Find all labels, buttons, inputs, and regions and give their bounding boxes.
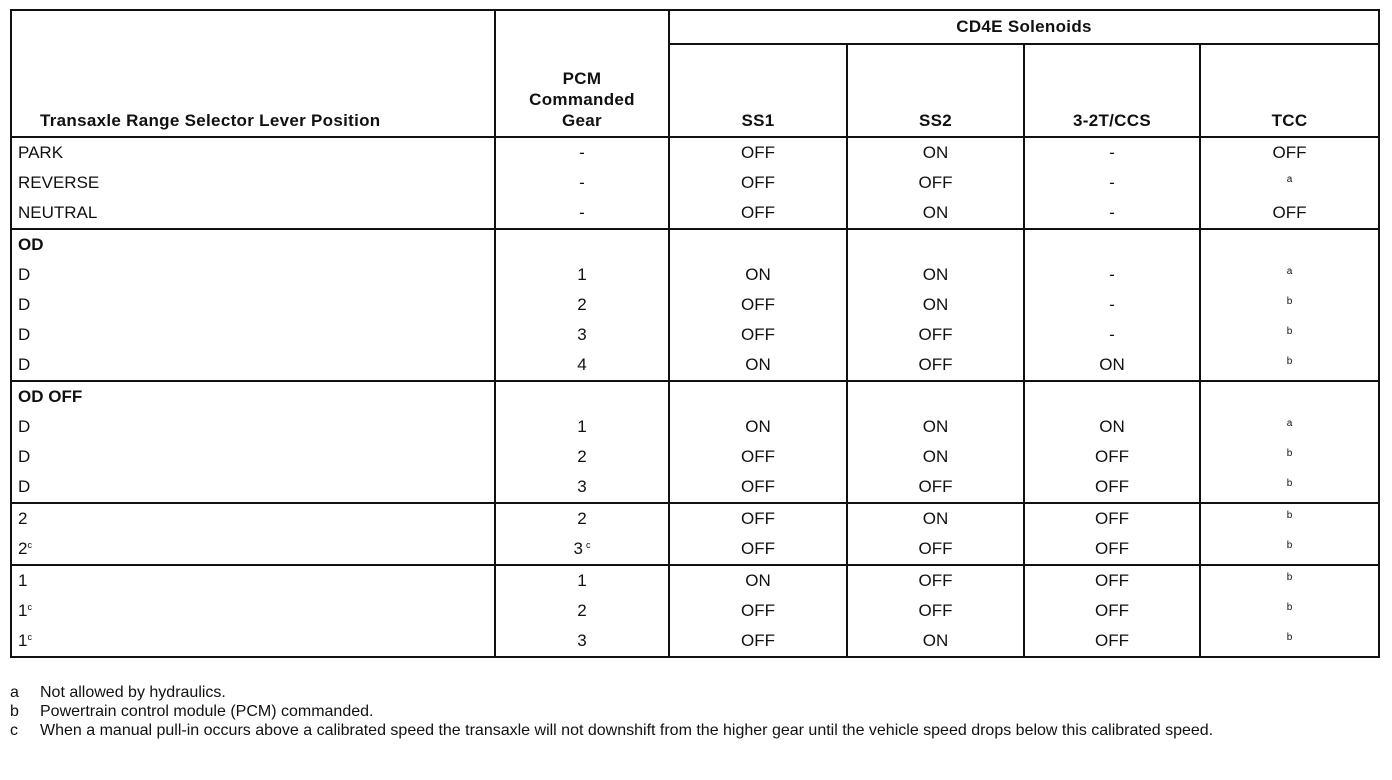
cell-ss2: ON [847, 290, 1024, 320]
footnote-ref: c [27, 540, 32, 550]
table-row [11, 472, 1379, 503]
table-row [11, 260, 1379, 290]
cell-ss1: OFF [669, 137, 847, 168]
cell-ss1: OFF [669, 534, 847, 565]
cell-ss1: OFF [669, 168, 847, 198]
cell-lever-position [11, 290, 495, 320]
cell-lever-position [11, 350, 495, 381]
footnote-ref: c [585, 540, 591, 550]
table-row [11, 198, 1379, 229]
cell-ss1: ON [669, 350, 847, 381]
pcm-gear-text: 3 [577, 325, 587, 344]
empty-cell [669, 381, 847, 412]
cell-lever-position [11, 320, 495, 350]
footnote-ref: c [27, 602, 32, 612]
cell-lever-position [11, 596, 495, 626]
header-pcm-gear [495, 10, 669, 137]
footnote-ref: b [1286, 326, 1293, 337]
empty-cell [1200, 381, 1379, 412]
lever-position-text: NEUTRAL [18, 203, 98, 222]
cell-lever-position [11, 534, 495, 565]
pcm-gear-text: 3 [573, 539, 583, 558]
header-pcm-gear-line1: PCM [562, 69, 602, 88]
cell-ss1: OFF [669, 290, 847, 320]
cell-ss2: ON [847, 137, 1024, 168]
footnote-ref: b [1286, 602, 1293, 613]
lever-position-text: D [18, 295, 31, 314]
footnote-ref: b [1286, 356, 1293, 367]
pcm-gear-text: 4 [577, 355, 587, 374]
lever-position-text: D [18, 325, 31, 344]
pcm-gear-text: - [579, 143, 585, 162]
footnote-ref: b [1286, 478, 1293, 489]
cell-pcm-gear [495, 626, 669, 657]
cell-pcm-gear [495, 412, 669, 442]
cell-lever-position [11, 626, 495, 657]
empty-cell [847, 381, 1024, 412]
cell-ss2: ON [847, 412, 1024, 442]
footnote-ref: b [1286, 296, 1293, 307]
table-row [11, 442, 1379, 472]
header-pcm-gear-line2: Commanded [529, 90, 635, 109]
cell-pcm-gear [495, 290, 669, 320]
pcm-gear-text: 1 [577, 265, 587, 284]
cell-tcc [1200, 350, 1379, 381]
footnotes [10, 683, 1378, 740]
table-row [11, 412, 1379, 442]
pcm-gear-text: 3 [577, 477, 587, 496]
cell-3-2t-ccs: OFF [1024, 565, 1200, 596]
pcm-gear-text: 2 [577, 509, 587, 528]
cell-ss2: ON [847, 260, 1024, 290]
cell-lever-position [11, 565, 495, 596]
footnote-text: Not allowed by hydraulics. [40, 684, 226, 701]
cell-tcc [1200, 412, 1379, 442]
table-row [11, 503, 1379, 534]
footnote-ref: b [1286, 572, 1293, 583]
footnote-item [10, 702, 1378, 721]
cell-lever-position [11, 472, 495, 503]
group-title: OD [11, 229, 495, 260]
cell-ss1: OFF [669, 442, 847, 472]
header-pcm-gear-line3: Gear [562, 111, 602, 130]
cell-tcc [1200, 596, 1379, 626]
lever-position-text: D [18, 355, 31, 374]
cell-ss1: ON [669, 412, 847, 442]
pcm-gear-text: 2 [577, 601, 587, 620]
cell-tcc [1200, 565, 1379, 596]
footnote-ref: b [1286, 510, 1293, 521]
lever-position-text: 1 [18, 601, 28, 620]
cell-pcm-gear [495, 320, 669, 350]
cell-lever-position [11, 412, 495, 442]
empty-cell [1024, 381, 1200, 412]
group-header-row [11, 381, 1379, 412]
cell-ss1: OFF [669, 472, 847, 503]
table-row [11, 168, 1379, 198]
header-lever-position: Transaxle Range Selector Lever Position [11, 10, 495, 137]
table-row [11, 596, 1379, 626]
cell-ss2: OFF [847, 350, 1024, 381]
cell-pcm-gear [495, 137, 669, 168]
cell-3-2t-ccs: OFF [1024, 442, 1200, 472]
cell-ss2: ON [847, 198, 1024, 229]
table-row [11, 534, 1379, 565]
lever-position-text: 1 [18, 631, 28, 650]
tcc-state-text: OFF [1272, 203, 1307, 222]
empty-cell [847, 229, 1024, 260]
cell-ss1: OFF [669, 198, 847, 229]
cell-3-2t-ccs: OFF [1024, 472, 1200, 503]
footnote-ref: a [1286, 266, 1293, 277]
footnote-item [10, 721, 1378, 740]
footnote-item [10, 683, 1378, 702]
solenoid-table-sheet [10, 9, 1378, 677]
cell-lever-position [11, 442, 495, 472]
cell-3-2t-ccs: ON [1024, 350, 1200, 381]
cell-3-2t-ccs: - [1024, 137, 1200, 168]
pcm-gear-text: 1 [577, 571, 587, 590]
footnote-ref: a [1286, 418, 1293, 429]
lever-position-text: REVERSE [18, 173, 100, 192]
cell-lever-position [11, 503, 495, 534]
cell-pcm-gear [495, 596, 669, 626]
table-row [11, 565, 1379, 596]
cell-ss2: OFF [847, 534, 1024, 565]
cell-pcm-gear [495, 472, 669, 503]
cell-lever-position [11, 260, 495, 290]
cell-ss1: ON [669, 565, 847, 596]
cell-pcm-gear [495, 534, 669, 565]
cell-lever-position [11, 168, 495, 198]
footnote-ref: a [1286, 174, 1293, 185]
cell-tcc [1200, 442, 1379, 472]
footnote-letter: a [10, 684, 19, 701]
empty-cell [1024, 229, 1200, 260]
footnote-ref: c [27, 632, 32, 642]
lever-position-text: 2 [18, 539, 28, 558]
table-body [11, 137, 1379, 657]
cell-ss2: OFF [847, 596, 1024, 626]
group-header-row [11, 229, 1379, 260]
table-row [11, 290, 1379, 320]
cell-tcc [1200, 626, 1379, 657]
footnote-ref: b [1286, 632, 1293, 643]
cell-ss2: OFF [847, 565, 1024, 596]
tcc-state-text: OFF [1272, 143, 1307, 162]
footnote-text: Powertrain control module (PCM) commanded. [40, 703, 374, 720]
pcm-gear-text: - [579, 203, 585, 222]
header-3-2t-ccs: 3-2T/CCS [1024, 44, 1200, 137]
cell-3-2t-ccs: - [1024, 260, 1200, 290]
pcm-gear-text: 2 [577, 447, 587, 466]
cell-pcm-gear [495, 168, 669, 198]
cell-3-2t-ccs: - [1024, 320, 1200, 350]
cell-tcc [1200, 198, 1379, 229]
cell-tcc [1200, 534, 1379, 565]
lever-position-text: PARK [18, 143, 64, 162]
cell-ss2: ON [847, 503, 1024, 534]
cell-tcc [1200, 472, 1379, 503]
cell-ss1: OFF [669, 503, 847, 534]
cell-pcm-gear [495, 260, 669, 290]
lever-position-text: D [18, 417, 31, 436]
cell-ss1: ON [669, 260, 847, 290]
cell-pcm-gear [495, 350, 669, 381]
table-row [11, 626, 1379, 657]
pcm-gear-text: 3 [577, 631, 587, 650]
footnote-letter: c [10, 722, 18, 739]
cell-tcc [1200, 137, 1379, 168]
empty-cell [495, 229, 669, 260]
cell-ss2: ON [847, 626, 1024, 657]
cell-pcm-gear [495, 198, 669, 229]
cell-pcm-gear [495, 565, 669, 596]
empty-cell [669, 229, 847, 260]
footnote-text: When a manual pull-in occurs above a calibrated speed the transaxle will not downshift from the higher gear until the vehicle speed drops below this calibrated speed. [40, 722, 1214, 739]
pcm-gear-text: - [579, 173, 585, 192]
cell-lever-position [11, 198, 495, 229]
lever-position-text: D [18, 447, 31, 466]
table-row [11, 350, 1379, 381]
cell-3-2t-ccs: OFF [1024, 534, 1200, 565]
cell-ss1: OFF [669, 320, 847, 350]
cell-tcc [1200, 320, 1379, 350]
cell-3-2t-ccs: OFF [1024, 503, 1200, 534]
empty-cell [495, 381, 669, 412]
table-row [11, 137, 1379, 168]
cell-tcc [1200, 260, 1379, 290]
cell-ss2: OFF [847, 472, 1024, 503]
table-row [11, 320, 1379, 350]
header-ss1: SS1 [669, 44, 847, 137]
cell-pcm-gear [495, 503, 669, 534]
cell-3-2t-ccs: - [1024, 290, 1200, 320]
footnote-ref: b [1286, 540, 1293, 551]
solenoid-table [10, 9, 1380, 658]
group-title: OD OFF [11, 381, 495, 412]
header-solenoids-group: CD4E Solenoids [669, 10, 1379, 44]
footnote-ref: b [1286, 448, 1293, 459]
lever-position-text: 1 [18, 571, 28, 590]
footnote-letter: b [10, 703, 19, 720]
cell-lever-position [11, 137, 495, 168]
cell-tcc [1200, 503, 1379, 534]
cell-ss2: ON [847, 442, 1024, 472]
cell-ss1: OFF [669, 626, 847, 657]
lever-position-text: D [18, 477, 31, 496]
header-tcc: TCC [1200, 44, 1379, 137]
pcm-gear-text: 1 [577, 417, 587, 436]
lever-position-text: 2 [18, 509, 28, 528]
cell-3-2t-ccs: OFF [1024, 626, 1200, 657]
cell-tcc [1200, 168, 1379, 198]
cell-3-2t-ccs: - [1024, 198, 1200, 229]
cell-ss1: OFF [669, 596, 847, 626]
cell-ss2: OFF [847, 168, 1024, 198]
cell-3-2t-ccs: ON [1024, 412, 1200, 442]
cell-tcc [1200, 290, 1379, 320]
cell-ss2: OFF [847, 320, 1024, 350]
cell-pcm-gear [495, 442, 669, 472]
pcm-gear-text: 2 [577, 295, 587, 314]
empty-cell [1200, 229, 1379, 260]
cell-3-2t-ccs: - [1024, 168, 1200, 198]
header-ss2: SS2 [847, 44, 1024, 137]
lever-position-text: D [18, 265, 31, 284]
cell-3-2t-ccs: OFF [1024, 596, 1200, 626]
